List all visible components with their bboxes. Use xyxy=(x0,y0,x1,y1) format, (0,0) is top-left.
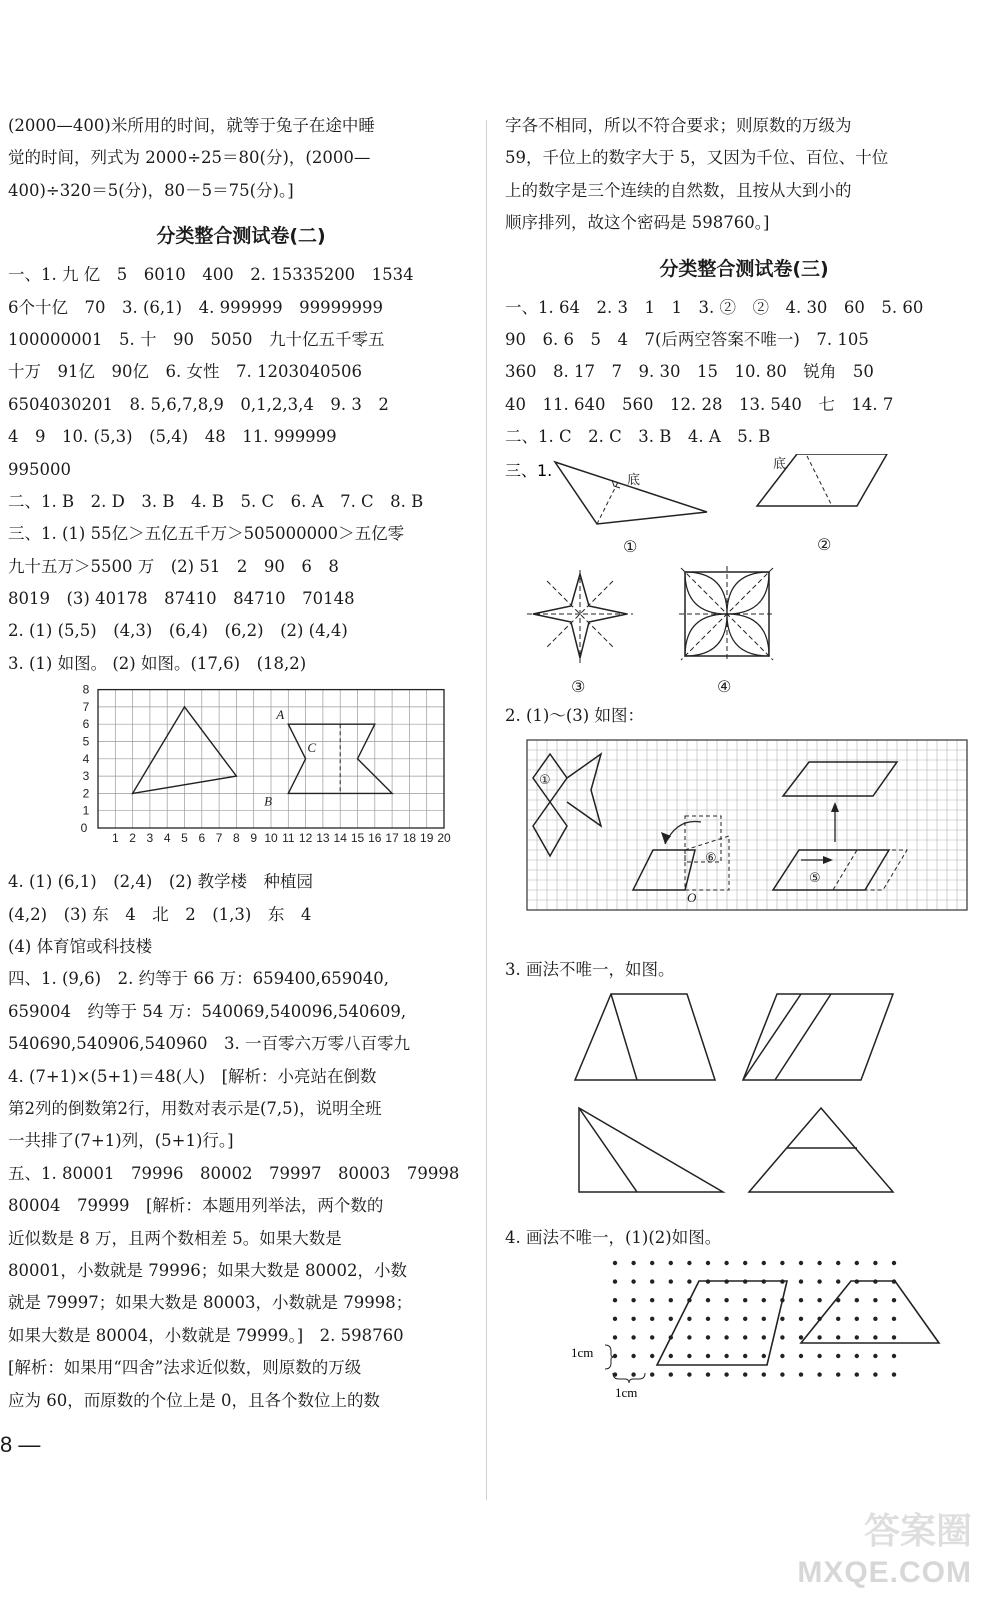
grid-dot xyxy=(724,1298,728,1302)
x-tick-label: 6 xyxy=(198,831,206,846)
answer-line: [解析：如果用“四舍”法求近似数，则原数的万级 xyxy=(8,1358,362,1378)
answer-line: 80004 79999 [解析：本题用列举法，两个数的 xyxy=(8,1196,384,1216)
grid-dot xyxy=(631,1260,635,1264)
grid-dot xyxy=(631,1298,635,1302)
star-symmetry-figure xyxy=(527,570,633,696)
watermark-cn-text: 答案圈 xyxy=(863,1511,972,1552)
y-tick-label: 7 xyxy=(82,700,90,715)
grid-dot xyxy=(892,1260,896,1264)
coordinate-grid-chart xyxy=(8,680,474,866)
grid-dot xyxy=(724,1316,728,1320)
grid-dot xyxy=(613,1260,617,1264)
q3-2-label: 2. (1)～(3) 如图： xyxy=(505,705,644,725)
left-column xyxy=(8,110,474,1417)
answer-line: 二、1. B 2. D 3. B 4. B 5. C 6. A 7. C 8. B xyxy=(8,491,424,511)
text-line: 觉的时间，列式为 2000÷25＝80(分)，(2000— xyxy=(8,148,371,168)
figure-number-1: ① xyxy=(623,536,638,556)
grid-dot xyxy=(706,1335,710,1339)
text-line: 字各不相同，所以不符合要求；则原数的万级为 xyxy=(505,116,852,135)
x-tick-label: 4 xyxy=(163,831,171,846)
grid-dot xyxy=(724,1353,728,1357)
grid-dot xyxy=(743,1316,747,1320)
grid-dot xyxy=(706,1316,710,1320)
triangle-height-figure xyxy=(555,462,707,556)
coordinate-grid-figure xyxy=(8,680,474,866)
grid-dot xyxy=(762,1260,766,1264)
x-tick-label: 5 xyxy=(181,831,188,846)
grid-dot xyxy=(650,1372,654,1376)
answer-line: 90 6. 6 5 4 7(后两空答案不唯一) 7. 105 xyxy=(505,329,869,349)
parallelogram-height-figure xyxy=(757,454,887,554)
grid-dot xyxy=(799,1316,803,1320)
fish-label-1: ① xyxy=(539,772,551,788)
x-tick-label: 11 xyxy=(282,831,295,846)
grid-dot xyxy=(613,1298,617,1302)
explanation-continuation xyxy=(505,110,983,240)
grid-dot xyxy=(799,1372,803,1376)
q3-3-label: 3. 画法不唯一，如图。 xyxy=(505,959,675,979)
y-tick-label: 6 xyxy=(82,717,90,732)
grid-dot xyxy=(873,1353,877,1357)
parallelogram-split-figure xyxy=(743,994,893,1080)
grid-dot xyxy=(873,1372,877,1376)
grid-dot xyxy=(817,1279,821,1283)
grid-dot xyxy=(855,1372,859,1376)
grid-dot xyxy=(799,1353,803,1357)
grid-dot xyxy=(817,1353,821,1357)
grid-dot xyxy=(687,1316,691,1320)
section-title-test-2: 分类整合测试卷(二) xyxy=(156,225,326,248)
x-tick-label: 20 xyxy=(437,831,451,846)
base-label-1: 底 xyxy=(627,472,641,488)
x-tick-label: 15 xyxy=(350,831,365,846)
answer-line: 第2列的倒数第2行，用数对表示是(7,5)，说明全班 xyxy=(8,1098,382,1118)
answer-line: 3. (1) 如图。 (2) 如图。(17,6) (18,2) xyxy=(8,653,307,673)
dot-grid-figure xyxy=(505,1255,983,1405)
grid-dot xyxy=(743,1298,747,1302)
grid-dot xyxy=(762,1298,766,1302)
unit-cm-bottom: 1cm xyxy=(615,1384,638,1400)
answer-line: 四、1. (9,6) 2. 约等于 66 万：659400,659040, xyxy=(8,969,390,989)
answer-line: 2. (1) (5,5) (4,3) (6,4) (6,2) (2) (4,4) xyxy=(8,621,348,641)
grid-dot xyxy=(687,1260,691,1264)
grid-dot xyxy=(855,1335,859,1339)
x-tick-label: 14 xyxy=(333,831,347,846)
grid-dot xyxy=(762,1372,766,1376)
text-line: 顺序排列，故这个密码是 598760。] xyxy=(505,213,770,233)
grid-dot xyxy=(873,1260,877,1264)
x-tick-label: 12 xyxy=(298,831,313,846)
x-tick-label: 10 xyxy=(264,831,278,846)
figure-number-2: ② xyxy=(817,534,832,554)
section-title-test-3: 分类整合测试卷(三) xyxy=(659,257,829,280)
grid-dot xyxy=(650,1298,654,1302)
grid-dot xyxy=(855,1353,859,1357)
grid-dot xyxy=(892,1353,896,1357)
previous-answer-continuation xyxy=(8,110,474,207)
grid-dot xyxy=(743,1260,747,1264)
division-figures-svg xyxy=(505,986,983,1222)
base-label-2: 底 xyxy=(773,456,787,472)
answer-line: 4. (1) (6,1) (2,4) (2) 教学楼 种植园 xyxy=(8,872,313,892)
grid-dot xyxy=(780,1353,784,1357)
x-tick-label: 3 xyxy=(146,831,154,846)
grid-dot xyxy=(892,1298,896,1302)
text-line: 400)÷320＝5(分)，80－5＝75(分)。] xyxy=(8,180,294,200)
grid-dot xyxy=(669,1279,673,1283)
grid-dot xyxy=(706,1353,710,1357)
x-tick-label: 8 xyxy=(233,831,240,846)
dot-grid-svg xyxy=(505,1255,983,1405)
grid-dot xyxy=(873,1298,877,1302)
grid-dot xyxy=(892,1372,896,1376)
grid-dot xyxy=(687,1372,691,1376)
grid-dot xyxy=(650,1316,654,1320)
grid-dot xyxy=(631,1372,635,1376)
division-figures xyxy=(505,986,983,1222)
grid-dot xyxy=(817,1335,821,1339)
grid-dot xyxy=(706,1260,710,1264)
x-tick-label: 2 xyxy=(129,831,136,846)
grid-dot xyxy=(762,1335,766,1339)
grid-dot xyxy=(706,1298,710,1302)
y-tick-label: 2 xyxy=(82,786,90,801)
unit-cm-left: 1cm xyxy=(571,1344,594,1360)
answer-line: (4) 体育馆或科技楼 xyxy=(8,937,153,957)
triangle-split-figure xyxy=(579,1108,723,1192)
grid-dot xyxy=(836,1335,840,1339)
answer-line: 近似数是 8 万，且两个数相差 5。如果大数是 xyxy=(8,1228,342,1248)
grid-dot xyxy=(855,1316,859,1320)
rotation-label-6: ⑥ xyxy=(705,850,717,866)
grid-dot xyxy=(799,1279,803,1283)
grid-dot xyxy=(817,1298,821,1302)
y-tick-label: 5 xyxy=(82,734,90,749)
grid-dot xyxy=(817,1372,821,1376)
grid-dot xyxy=(780,1316,784,1320)
grid-dot xyxy=(631,1316,635,1320)
dot-parallelogram xyxy=(657,1281,787,1365)
height-symmetry-svg xyxy=(505,454,983,700)
answer-line: 4 9 10. (5,3) (5,4) 48 11. 999999 xyxy=(8,427,337,447)
column-divider xyxy=(486,120,487,1500)
grid-dot xyxy=(650,1335,654,1339)
grid-dot xyxy=(780,1372,784,1376)
test-2-answers-part-b xyxy=(8,866,474,1417)
grid-dot xyxy=(836,1316,840,1320)
grid-dot xyxy=(631,1279,635,1283)
watermark-en-text: MXQE.COM xyxy=(797,1556,972,1589)
grid-dot xyxy=(613,1316,617,1320)
grid-dot xyxy=(836,1372,840,1376)
grid-dot xyxy=(799,1260,803,1264)
x-tick-label: 0 xyxy=(80,821,88,836)
text-line: 59，千位上的数字大于 5，又因为千位、百位、十位 xyxy=(505,148,889,168)
answer-line: 659004 约等于 54 万：540069,540096,540609, xyxy=(8,1001,407,1021)
grid-dot xyxy=(669,1316,673,1320)
answer-line: 二、1. C 2. C 3. B 4. A 5. B xyxy=(505,427,771,447)
x-tick-label: 17 xyxy=(385,831,399,846)
answer-line: 995000 xyxy=(8,459,71,479)
trapezoid-split-figure xyxy=(575,994,715,1080)
grid-dot xyxy=(724,1372,728,1376)
dot-trapezoid xyxy=(801,1281,939,1343)
y-tick-label: 8 xyxy=(82,682,90,697)
grid-dot xyxy=(780,1260,784,1264)
point-label: C xyxy=(307,740,317,756)
answer-line: 五、1. 80001 79996 80002 79997 80003 79998 xyxy=(8,1163,460,1183)
grid-dot xyxy=(687,1353,691,1357)
grid-dot xyxy=(631,1335,635,1339)
grid-dot xyxy=(687,1335,691,1339)
answer-line: 4. (7+1)×(5+1)＝48(人) [解析：小亮站在倒数 xyxy=(8,1066,377,1086)
figure-number-3: ③ xyxy=(571,676,586,696)
transformation-grid-figure xyxy=(505,732,983,938)
grid-dot xyxy=(650,1353,654,1357)
grid-dot xyxy=(836,1260,840,1264)
grid-dot xyxy=(855,1298,859,1302)
x-tick-label: 9 xyxy=(250,831,258,846)
grid-dot xyxy=(724,1260,728,1264)
text-line: (2000—400)米所用的时间，就等于兔子在途中睡 xyxy=(8,116,375,135)
grid-dot xyxy=(669,1353,673,1357)
grid-dot xyxy=(873,1316,877,1320)
x-tick-label: 13 xyxy=(316,831,330,846)
answer-line: 540690,540906,540960 3. 一百零六万零八百零九 xyxy=(8,1034,410,1054)
answer-line: 6504030201 8. 5,6,7,8,9 0,1,2,3,4 9. 3 2 xyxy=(8,394,389,414)
grid-dot xyxy=(669,1260,673,1264)
y-tick-label: 4 xyxy=(82,752,90,767)
answer-line: 三、1. (1) 55亿＞五亿五千万＞505000000＞五亿零 xyxy=(8,524,405,544)
grid-dot xyxy=(613,1335,617,1339)
transformation-grid-svg xyxy=(505,732,983,938)
answer-line: 九十五万＞5500 万 (2) 51 2 90 6 8 xyxy=(8,556,339,576)
rotation-figure xyxy=(633,816,729,905)
translation-label-5: ⑤ xyxy=(809,870,821,886)
point-label: B xyxy=(264,793,273,809)
grid-dot xyxy=(743,1372,747,1376)
grid-dot xyxy=(873,1335,877,1339)
answer-line: 十万 91亿 90亿 6. 女性 7. 1203040506 xyxy=(8,362,362,382)
grid-dot xyxy=(669,1298,673,1302)
answer-line: 40 11. 640 560 12. 28 13. 540 七 14. 7 xyxy=(505,394,894,414)
square-petal-figure xyxy=(679,566,775,696)
grid-dot xyxy=(762,1353,766,1357)
watermark xyxy=(797,1511,986,1592)
answer-line: 就是 79997；如果大数是 80003，小数就是 79998； xyxy=(8,1293,413,1313)
grid-dot xyxy=(706,1372,710,1376)
grid-dot xyxy=(650,1279,654,1283)
answer-line: 一、1. 九 亿 5 6010 400 2. 15335200 1534 xyxy=(8,265,414,285)
height-and-symmetry-figures xyxy=(505,454,983,700)
grid-dot xyxy=(799,1335,803,1339)
y-tick-label: 1 xyxy=(82,803,90,818)
grid-dot xyxy=(650,1260,654,1264)
text-line: 上的数字是三个连续的自然数，且按从大到小的 xyxy=(505,180,852,200)
grid-dot xyxy=(687,1279,691,1283)
q3-4-label: 4. 画法不唯一，(1)(2)如图。 xyxy=(505,1228,722,1248)
answer-line: 6个十亿 70 3. (6,1) 4. 999999 99999999 xyxy=(8,297,384,317)
x-tick-label: 18 xyxy=(402,831,417,846)
grid-dot xyxy=(892,1316,896,1320)
test-2-answers-part-a xyxy=(8,259,474,680)
x-tick-label: 19 xyxy=(420,831,434,846)
answer-line: (4,2) (3) 东 4 北 2 (1,3) 东 4 xyxy=(8,904,312,924)
grid-dot xyxy=(836,1353,840,1357)
answer-line: 一、1. 64 2. 3 1 1 3. ② ② 4. 30 60 5. 60 xyxy=(505,297,924,317)
x-tick-label: 16 xyxy=(368,831,382,846)
triangle-trapezoid-figure xyxy=(749,1108,893,1192)
page-number: 8 — xyxy=(0,1432,41,1457)
answer-line: 360 8. 17 7 9. 30 15 10. 80 锐角 50 xyxy=(505,362,874,382)
q3-1-label: 三、1. xyxy=(505,460,553,480)
grid-dot xyxy=(613,1279,617,1283)
answer-line: 如果大数是 80004，小数就是 79999。] 2. 598760 xyxy=(8,1325,404,1345)
right-column xyxy=(505,110,983,1405)
answer-line: 8019 (3) 40178 87410 84710 70148 xyxy=(8,589,355,609)
answer-line: 应为 60，而原数的个位上是 0，且各个数位上的数 xyxy=(8,1390,380,1410)
grid-dot xyxy=(799,1298,803,1302)
grid-dot xyxy=(762,1316,766,1320)
y-tick-label: 3 xyxy=(82,769,90,784)
grid-dot xyxy=(724,1335,728,1339)
grid-dot xyxy=(855,1260,859,1264)
x-tick-label: 7 xyxy=(215,831,223,846)
x-tick-label: 1 xyxy=(111,831,119,846)
grid-dot xyxy=(780,1335,784,1339)
grid-dot xyxy=(743,1353,747,1357)
grid-dot xyxy=(669,1372,673,1376)
answer-line: 一共排了(7+1)列，(5+1)行。] xyxy=(8,1131,234,1151)
grid-dot xyxy=(817,1260,821,1264)
grid-dot xyxy=(743,1335,747,1339)
answer-line: 100000001 5. 十 90 5050 九十亿五千零五 xyxy=(8,329,385,349)
answer-line: 80001，小数就是 79996；如果大数是 80002，小数 xyxy=(8,1260,407,1280)
grid-dot xyxy=(631,1353,635,1357)
figure-number-4: ④ xyxy=(717,676,732,696)
point-label: A xyxy=(276,707,285,723)
test-3-answers xyxy=(505,292,983,454)
origin-mark: O xyxy=(687,889,697,905)
grid-dot xyxy=(892,1335,896,1339)
grid-dot xyxy=(836,1279,840,1283)
